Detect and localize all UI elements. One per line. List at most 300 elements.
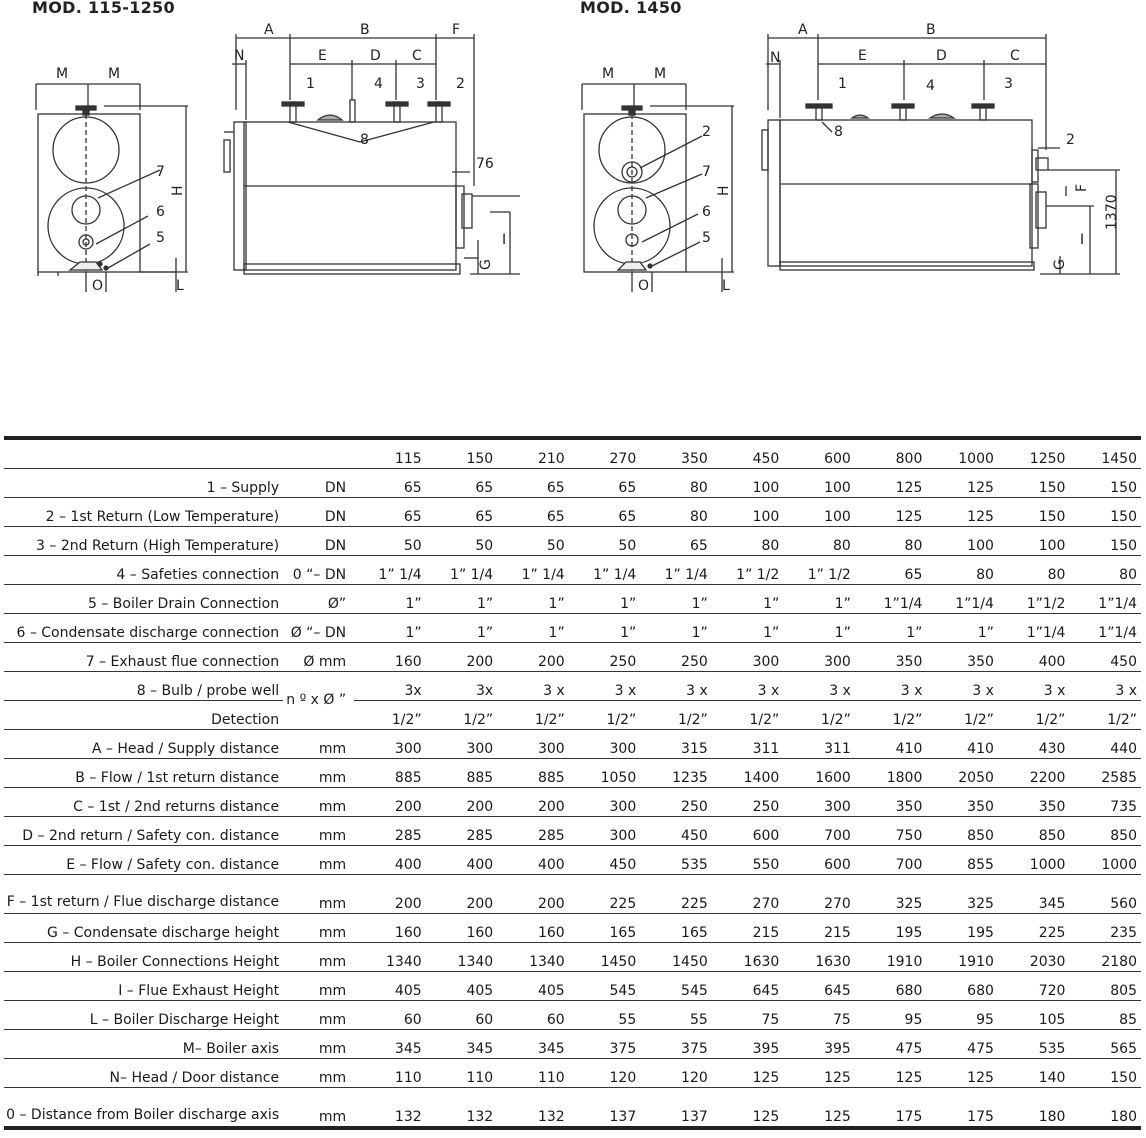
table-cell: 1340 [497, 943, 569, 972]
table-cell: 60 [497, 1001, 569, 1030]
table-cell: 50 [569, 527, 641, 556]
row-unit: DN [283, 498, 354, 527]
table-cell: 430 [998, 730, 1070, 759]
dim-label: F [452, 22, 461, 38]
table-cell: 250 [569, 643, 641, 672]
row-label: L – Boiler Discharge Height [4, 1001, 283, 1030]
left-side-view [224, 34, 520, 274]
table-cell: 720 [998, 972, 1070, 1001]
table-cell: 1910 [926, 943, 998, 972]
row-label: H – Boiler Connections Height [4, 943, 283, 972]
table-cell: 1” [712, 585, 784, 614]
table-cell: 132 [426, 1088, 498, 1129]
dim-label: B [926, 22, 936, 38]
callout: 7 [702, 164, 711, 180]
table-cell: 2180 [1069, 943, 1141, 972]
row-label: I – Flue Exhaust Height [4, 972, 283, 1001]
table-cell: 325 [855, 875, 927, 914]
table-cell: 200 [497, 643, 569, 672]
table-cell: 1”1/4 [855, 585, 927, 614]
row-label: A – Head / Supply distance [4, 730, 283, 759]
table-cell: 600 [783, 846, 855, 875]
table-cell: 1” [712, 614, 784, 643]
table-cell: 60 [354, 1001, 426, 1030]
table-cell: 160 [354, 643, 426, 672]
table-cell: 200 [354, 875, 426, 914]
table-cell: 150 [998, 469, 1070, 498]
callout: 7 [156, 164, 165, 180]
table-cell: 2030 [998, 943, 1070, 972]
table-row [4, 585, 1141, 614]
table-cell: 125 [855, 498, 927, 527]
table-row [4, 701, 1141, 730]
dim-label: H [170, 185, 186, 196]
technical-drawings [0, 0, 1146, 300]
table-cell: 110 [497, 1059, 569, 1088]
right-front-view [582, 84, 734, 292]
table-cell: 345 [998, 875, 1070, 914]
table-cell: 125 [855, 1059, 927, 1088]
table-cell: 125 [926, 498, 998, 527]
table-row [4, 672, 1141, 701]
table-cell: 3 x [712, 672, 784, 701]
dim-label: G [1052, 259, 1068, 270]
table-cell: 400 [354, 846, 426, 875]
table-cell: 125 [855, 469, 927, 498]
dim-label: C [412, 48, 422, 64]
table-row [4, 556, 1141, 585]
table-cell: 1450 [569, 943, 641, 972]
table-cell: 150 [1069, 1059, 1141, 1088]
table-cell: 225 [640, 875, 712, 914]
header-empty [4, 438, 283, 469]
table-cell: 405 [354, 972, 426, 1001]
table-cell: 680 [926, 972, 998, 1001]
table-cell: 680 [855, 972, 927, 1001]
table-cell: 345 [354, 1030, 426, 1059]
table-cell: 1/2” [926, 701, 998, 730]
table-cell: 545 [640, 972, 712, 1001]
dim-label: A [264, 22, 274, 38]
table-cell: 300 [497, 730, 569, 759]
table-header-row [4, 438, 1141, 469]
table-cell: 400 [497, 846, 569, 875]
row-label: F – 1st return / Flue discharge distance [4, 875, 283, 914]
dim-label: C [1010, 48, 1020, 64]
table-cell: 300 [712, 643, 784, 672]
table-cell: 100 [712, 469, 784, 498]
table-cell: 235 [1069, 914, 1141, 943]
table-cell: 300 [783, 788, 855, 817]
table-cell: 1” [855, 614, 927, 643]
table-cell: 200 [354, 788, 426, 817]
dim-label: D [370, 48, 381, 64]
table-cell: 300 [783, 643, 855, 672]
callout: 1 [306, 76, 315, 92]
row-label: 5 – Boiler Drain Connection [4, 585, 283, 614]
table-cell: 3 x [1069, 672, 1141, 701]
table-cell: 545 [569, 972, 641, 1001]
table-cell: 1/2” [998, 701, 1070, 730]
table-cell: 1340 [354, 943, 426, 972]
dim-label: N [770, 50, 781, 66]
table-cell: 1/2” [640, 701, 712, 730]
table-cell: 535 [640, 846, 712, 875]
table-cell: 1/2” [712, 701, 784, 730]
table-cell: 645 [712, 972, 784, 1001]
table-cell: 1600 [783, 759, 855, 788]
table-cell: 65 [569, 498, 641, 527]
model-header: 1000 [926, 438, 998, 469]
row-label: M– Boiler axis [4, 1030, 283, 1059]
table-cell: 132 [497, 1088, 569, 1129]
table-cell: 855 [926, 846, 998, 875]
table-cell: 300 [569, 817, 641, 846]
table-cell: 1” 1/4 [569, 556, 641, 585]
table-cell: 311 [783, 730, 855, 759]
table-cell: 125 [712, 1088, 784, 1129]
table-cell: 1000 [1069, 846, 1141, 875]
table-cell: 1” 1/4 [640, 556, 712, 585]
table-cell: 1” [783, 585, 855, 614]
table-cell: 225 [569, 875, 641, 914]
table-cell: 200 [497, 788, 569, 817]
callout: 8 [834, 124, 843, 140]
table-cell: 150 [1069, 498, 1141, 527]
row-label: E – Flow / Safety con. distance [4, 846, 283, 875]
dim-label: M [654, 66, 667, 82]
table-cell: 315 [640, 730, 712, 759]
row-unit: mm [283, 759, 354, 788]
dim-label: 1370 [1104, 194, 1120, 230]
table-cell: 125 [712, 1059, 784, 1088]
model-title-right: MOD. 1450 [580, 0, 682, 17]
row-unit: mm [283, 943, 354, 972]
table-cell: 195 [926, 914, 998, 943]
table-cell: 65 [354, 469, 426, 498]
dim-label: I [502, 232, 507, 248]
table-cell: 125 [783, 1088, 855, 1129]
table-cell: 1910 [855, 943, 927, 972]
table-row [4, 643, 1141, 672]
table-cell: 100 [926, 527, 998, 556]
dim-label: L [722, 278, 730, 294]
row-unit: n º x Ø ” [283, 672, 354, 730]
table-cell: 405 [426, 972, 498, 1001]
table-cell: 325 [926, 875, 998, 914]
row-label: C – 1st / 2nd returns distance [4, 788, 283, 817]
row-label: Detection [4, 701, 283, 730]
table-cell: 175 [926, 1088, 998, 1129]
row-label: 4 – Safeties connection [4, 556, 283, 585]
row-unit: mm [283, 1030, 354, 1059]
table-cell: 1” [354, 585, 426, 614]
row-unit: mm [283, 846, 354, 875]
table-cell: 160 [426, 914, 498, 943]
callout: 4 [926, 78, 935, 94]
dim-label: G [478, 259, 494, 270]
table-cell: 250 [712, 788, 784, 817]
row-unit: mm [283, 817, 354, 846]
table-row [4, 759, 1141, 788]
table-cell: 600 [712, 817, 784, 846]
table-row [4, 498, 1141, 527]
table-cell: 160 [354, 914, 426, 943]
table-cell: 885 [354, 759, 426, 788]
dim-label: M [56, 66, 69, 82]
row-label: 8 – Bulb / probe well [4, 672, 283, 701]
model-header: 115 [354, 438, 426, 469]
table-cell: 1” [640, 585, 712, 614]
table-cell: 565 [1069, 1030, 1141, 1059]
table-cell: 1” [640, 614, 712, 643]
table-cell: 65 [569, 469, 641, 498]
table-row [4, 846, 1141, 875]
table-cell: 50 [354, 527, 426, 556]
table-cell: 125 [783, 1059, 855, 1088]
table-cell: 110 [354, 1059, 426, 1088]
row-unit: mm [283, 914, 354, 943]
row-label: 0 – Distance from Boiler discharge axis [4, 1088, 283, 1129]
table-cell: 200 [426, 875, 498, 914]
row-unit: mm [283, 875, 354, 914]
callout: 2 [1066, 132, 1075, 148]
right-side-view [762, 34, 1120, 274]
dim-label: 76 [476, 156, 494, 172]
table-cell: 1” [783, 614, 855, 643]
table-cell: 1” [926, 614, 998, 643]
table-cell: 65 [354, 498, 426, 527]
table-cell: 885 [497, 759, 569, 788]
table-cell: 1000 [998, 846, 1070, 875]
table-cell: 100 [783, 469, 855, 498]
row-label: B – Flow / 1st return distance [4, 759, 283, 788]
table-cell: 805 [1069, 972, 1141, 1001]
table-cell: 160 [497, 914, 569, 943]
row-label: G – Condensate discharge height [4, 914, 283, 943]
row-label: 7 – Exhaust flue connection [4, 643, 283, 672]
table-cell: 345 [426, 1030, 498, 1059]
row-unit: mm [283, 730, 354, 759]
table-cell: 80 [998, 556, 1070, 585]
dim-label: B [360, 22, 370, 38]
dim-label: E [858, 48, 867, 64]
table-cell: 1630 [783, 943, 855, 972]
table-cell: 100 [712, 498, 784, 527]
table-cell: 1/2” [783, 701, 855, 730]
dim-label: M [108, 66, 121, 82]
table-cell: 195 [855, 914, 927, 943]
table-cell: 95 [855, 1001, 927, 1030]
row-unit: mm [283, 1088, 354, 1129]
table-cell: 1”1/4 [926, 585, 998, 614]
callout: 3 [416, 76, 425, 92]
table-cell: 1”1/2 [998, 585, 1070, 614]
table-cell: 450 [569, 846, 641, 875]
callout: 3 [1004, 76, 1013, 92]
row-label: 1 – Supply [4, 469, 283, 498]
table-cell: 410 [926, 730, 998, 759]
table-cell: 215 [712, 914, 784, 943]
header-unit-empty [283, 438, 354, 469]
callout: 5 [156, 230, 165, 246]
table-cell: 350 [998, 788, 1070, 817]
table-cell: 1” [497, 614, 569, 643]
table-cell: 1” [426, 614, 498, 643]
table-cell: 410 [855, 730, 927, 759]
table-cell: 3 x [998, 672, 1070, 701]
table-cell: 300 [569, 730, 641, 759]
model-header: 1450 [1069, 438, 1141, 469]
table-cell: 2050 [926, 759, 998, 788]
model-header: 210 [497, 438, 569, 469]
table-cell: 1450 [640, 943, 712, 972]
table-cell: 1/2” [426, 701, 498, 730]
table-cell: 65 [497, 498, 569, 527]
table-cell: 1” [569, 585, 641, 614]
table-cell: 1” [426, 585, 498, 614]
table-cell: 1” 1/4 [426, 556, 498, 585]
table-cell: 735 [1069, 788, 1141, 817]
table-cell: 1235 [640, 759, 712, 788]
model-header: 150 [426, 438, 498, 469]
table-cell: 3 x [855, 672, 927, 701]
table-cell: 1800 [855, 759, 927, 788]
table-cell: 80 [855, 527, 927, 556]
table-body [4, 469, 1141, 1129]
specifications-table [4, 436, 1141, 1130]
table-cell: 1400 [712, 759, 784, 788]
table-cell: 225 [998, 914, 1070, 943]
table-cell: 3x [354, 672, 426, 701]
dim-label: D [936, 48, 947, 64]
table-cell: 1” [354, 614, 426, 643]
table-cell: 700 [783, 817, 855, 846]
table-cell: 1”1/4 [1069, 614, 1141, 643]
boiler-diagram-svg [0, 0, 1146, 300]
table-cell: 55 [640, 1001, 712, 1030]
table-cell: 80 [1069, 556, 1141, 585]
table-cell: 80 [926, 556, 998, 585]
table-cell: 1” [569, 614, 641, 643]
row-unit: mm [283, 1001, 354, 1030]
table-cell: 1340 [426, 943, 498, 972]
table-cell: 140 [998, 1059, 1070, 1088]
table-cell: 150 [998, 498, 1070, 527]
table-cell: 1” 1/2 [783, 556, 855, 585]
table-row [4, 527, 1141, 556]
model-header: 270 [569, 438, 641, 469]
table-cell: 285 [354, 817, 426, 846]
table-cell: 50 [497, 527, 569, 556]
row-label: 6 – Condensate discharge connection [4, 614, 283, 643]
table-cell: 750 [855, 817, 927, 846]
table-cell: 3 x [497, 672, 569, 701]
table-cell: 475 [855, 1030, 927, 1059]
row-label: D – 2nd return / Safety con. distance [4, 817, 283, 846]
table-cell: 132 [354, 1088, 426, 1129]
model-header: 450 [712, 438, 784, 469]
table-row [4, 1030, 1141, 1059]
dim-label: M [602, 66, 615, 82]
table-cell: 100 [998, 527, 1070, 556]
table-cell: 1” 1/4 [354, 556, 426, 585]
table-cell: 345 [497, 1030, 569, 1059]
table-row [4, 875, 1141, 914]
model-header: 800 [855, 438, 927, 469]
table-cell: 250 [640, 788, 712, 817]
table-row [4, 817, 1141, 846]
row-unit: DN [283, 527, 354, 556]
row-label: N– Head / Door distance [4, 1059, 283, 1088]
table-cell: 60 [426, 1001, 498, 1030]
table-cell: 850 [998, 817, 1070, 846]
table-cell: 50 [426, 527, 498, 556]
callout: 5 [702, 230, 711, 246]
table-cell: 1/2” [497, 701, 569, 730]
row-label: 2 – 1st Return (Low Temperature) [4, 498, 283, 527]
table-cell: 120 [640, 1059, 712, 1088]
row-unit: mm [283, 1059, 354, 1088]
table-cell: 405 [497, 972, 569, 1001]
dim-label: O [92, 278, 104, 294]
callout: 2 [702, 124, 711, 140]
table-cell: 1/2” [569, 701, 641, 730]
table-cell: 1” 1/4 [497, 556, 569, 585]
table-cell: 80 [712, 527, 784, 556]
row-unit: mm [283, 972, 354, 1001]
dim-label: A [798, 22, 808, 38]
callout: 4 [374, 76, 383, 92]
table-cell: 645 [783, 972, 855, 1001]
table-cell: 215 [783, 914, 855, 943]
table-cell: 1/2” [354, 701, 426, 730]
table-cell: 80 [640, 469, 712, 498]
table-cell: 560 [1069, 875, 1141, 914]
table-cell: 850 [926, 817, 998, 846]
row-unit: mm [283, 788, 354, 817]
table-cell: 300 [426, 730, 498, 759]
row-label: 3 – 2nd Return (High Temperature) [4, 527, 283, 556]
table-cell: 2585 [1069, 759, 1141, 788]
model-header: 350 [640, 438, 712, 469]
table-row [4, 972, 1141, 1001]
table-cell: 440 [1069, 730, 1141, 759]
table-cell: 3x [426, 672, 498, 701]
dim-label: F [1074, 183, 1090, 192]
table-cell: 65 [497, 469, 569, 498]
table-cell: 1”1/4 [998, 614, 1070, 643]
left-front-view [36, 84, 188, 292]
table-cell: 395 [712, 1030, 784, 1059]
table-cell: 3 x [783, 672, 855, 701]
table-cell: 180 [998, 1088, 1070, 1129]
table-cell: 175 [855, 1088, 927, 1129]
table-cell: 2200 [998, 759, 1070, 788]
table-row [4, 914, 1141, 943]
table-cell: 285 [426, 817, 498, 846]
table-cell: 1” [497, 585, 569, 614]
table-cell: 375 [569, 1030, 641, 1059]
table-cell: 311 [712, 730, 784, 759]
table-row [4, 730, 1141, 759]
row-unit: Ø” [283, 585, 354, 614]
table-cell: 395 [783, 1030, 855, 1059]
table-cell: 475 [926, 1030, 998, 1059]
table-cell: 180 [1069, 1088, 1141, 1129]
table-cell: 400 [998, 643, 1070, 672]
table-cell: 125 [926, 469, 998, 498]
